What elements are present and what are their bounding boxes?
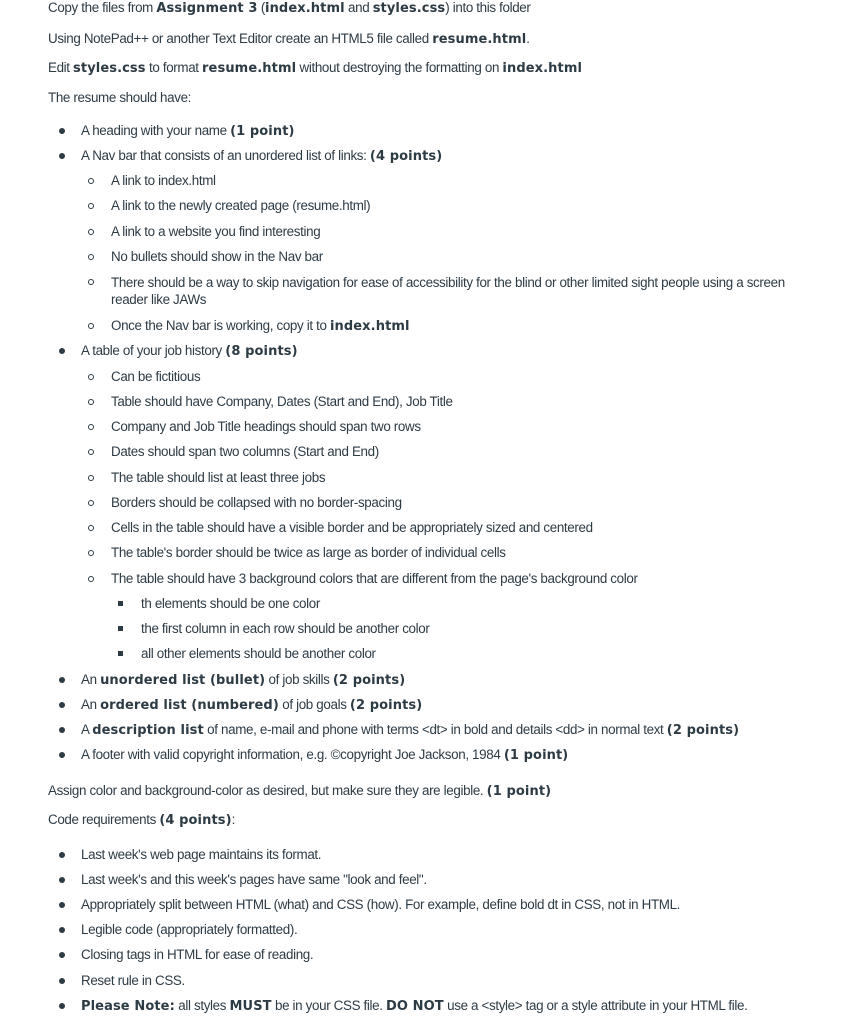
bullet-disc [59, 752, 65, 758]
bullet-circle [88, 576, 94, 582]
table-item: Borders should be collapsed with no border-spacing [111, 495, 402, 510]
bullet-disc [59, 927, 65, 933]
bullet-disc [59, 952, 65, 958]
req-footer: A footer with valid copyright information, e.g. ©copyright Joe Jackson, 1984 (1 point) [81, 747, 569, 763]
bullet-square [118, 601, 123, 606]
code-item: Closing tags in HTML for ease of reading. [81, 947, 314, 962]
req-heading: A heading with your name (1 point) [81, 123, 295, 139]
bullet-circle [88, 500, 94, 506]
table-item: Dates should span two columns (Start and End) [111, 444, 379, 459]
bullet-disc [59, 902, 65, 908]
nav-item: A link to the newly created page (resume.html) [111, 198, 371, 213]
table-item: Table should have Company, Dates (Start and End), Job Title [111, 394, 453, 409]
code-item: Legible code (appropriately formatted). [81, 922, 298, 937]
bullet-disc [59, 677, 65, 683]
bullet-circle [88, 424, 94, 430]
table-item: The table should have 3 background colors that are different from the page's background color [111, 571, 638, 586]
req-nav: A Nav bar that consists of an unordered list of links: (4 points) [81, 148, 443, 164]
nav-item: No bullets should show in the Nav bar [111, 249, 323, 264]
bullet-square [118, 651, 123, 656]
req-description-list: A description list of name, e-mail and phone with terms <dt> in bold and details <dd> in normal text (2 points) [81, 722, 740, 738]
assign-colors-paragraph: Assign color and background-color as desired, but make sure they are legible. (1 point) [48, 783, 552, 799]
color-item: all other elements should be another color [141, 646, 376, 661]
bullet-circle [88, 229, 94, 235]
bullet-circle [88, 475, 94, 481]
table-item: Cells in the table should have a visible border and be appropriately sized and centered [111, 520, 593, 535]
bullet-circle [88, 525, 94, 531]
bullet-circle [88, 399, 94, 405]
bullet-disc [59, 153, 65, 159]
nav-item: A link to index.html [111, 173, 216, 188]
bullet-disc [59, 348, 65, 354]
bullet-disc [59, 702, 65, 708]
table-item: The table should list at least three jobs [111, 470, 326, 485]
code-requirements-heading: Code requirements (4 points): [48, 812, 236, 828]
req-table: A table of your job history (8 points) [81, 343, 298, 359]
code-item: Appropriately split between HTML (what) and CSS (how). For example, define bold dt in CSS, not in HTML. [81, 897, 681, 912]
bullet-circle [88, 279, 94, 285]
bullet-circle [88, 254, 94, 260]
table-item: Can be fictitious [111, 369, 201, 384]
req-unordered-list: An unordered list (bullet) of job skills (2 points) [81, 672, 406, 688]
intro-copy-files: Copy the files from Assignment 3 (index.html and styles.css) into this folder [48, 0, 531, 16]
bullet-circle [88, 374, 94, 380]
bullet-circle [88, 178, 94, 184]
bullet-circle [88, 323, 94, 329]
bullet-disc [59, 1003, 65, 1009]
intro-create-resume: Using NotePad++ or another Text Editor create an HTML5 file called resume.html. [48, 31, 530, 47]
code-item: Last week's and this week's pages have same "look and feel". [81, 872, 427, 887]
color-item: th elements should be one color [141, 596, 320, 611]
nav-item: A link to a website you find interesting [111, 224, 321, 239]
bullet-circle [88, 203, 94, 209]
bullet-disc [59, 877, 65, 883]
bullet-square [118, 626, 123, 631]
bullet-circle [88, 449, 94, 455]
code-item: Reset rule in CSS. [81, 973, 185, 988]
bullet-disc [59, 727, 65, 733]
bullet-disc [59, 128, 65, 134]
intro-edit-styles: Edit styles.css to format resume.html without destroying the formatting on index.html [48, 60, 583, 76]
color-item: the first column in each row should be another color [141, 621, 430, 636]
intro-resume-should-have: The resume should have: [48, 90, 192, 105]
req-ordered-list: An ordered list (numbered) of job goals (2 points) [81, 697, 423, 713]
bullet-circle [88, 550, 94, 556]
bullet-disc [59, 978, 65, 984]
table-item: The table's border should be twice as large as border of individual cells [111, 545, 506, 560]
table-item: Company and Job Title headings should span two rows [111, 419, 421, 434]
code-item-please-note: Please Note: all styles MUST be in your CSS file. DO NOT use a <style> tag or a style attribute in your HTML file. [81, 998, 748, 1014]
nav-item-copy: Once the Nav bar is working, copy it to index.html [111, 318, 410, 334]
nav-item-skip-navigation: There should be a way to skip navigation for ease of accessibility for the blind or other limited sight people using a screen reader like JAWs [111, 275, 785, 307]
bullet-disc [59, 852, 65, 858]
code-item: Last week's web page maintains its format. [81, 847, 322, 862]
